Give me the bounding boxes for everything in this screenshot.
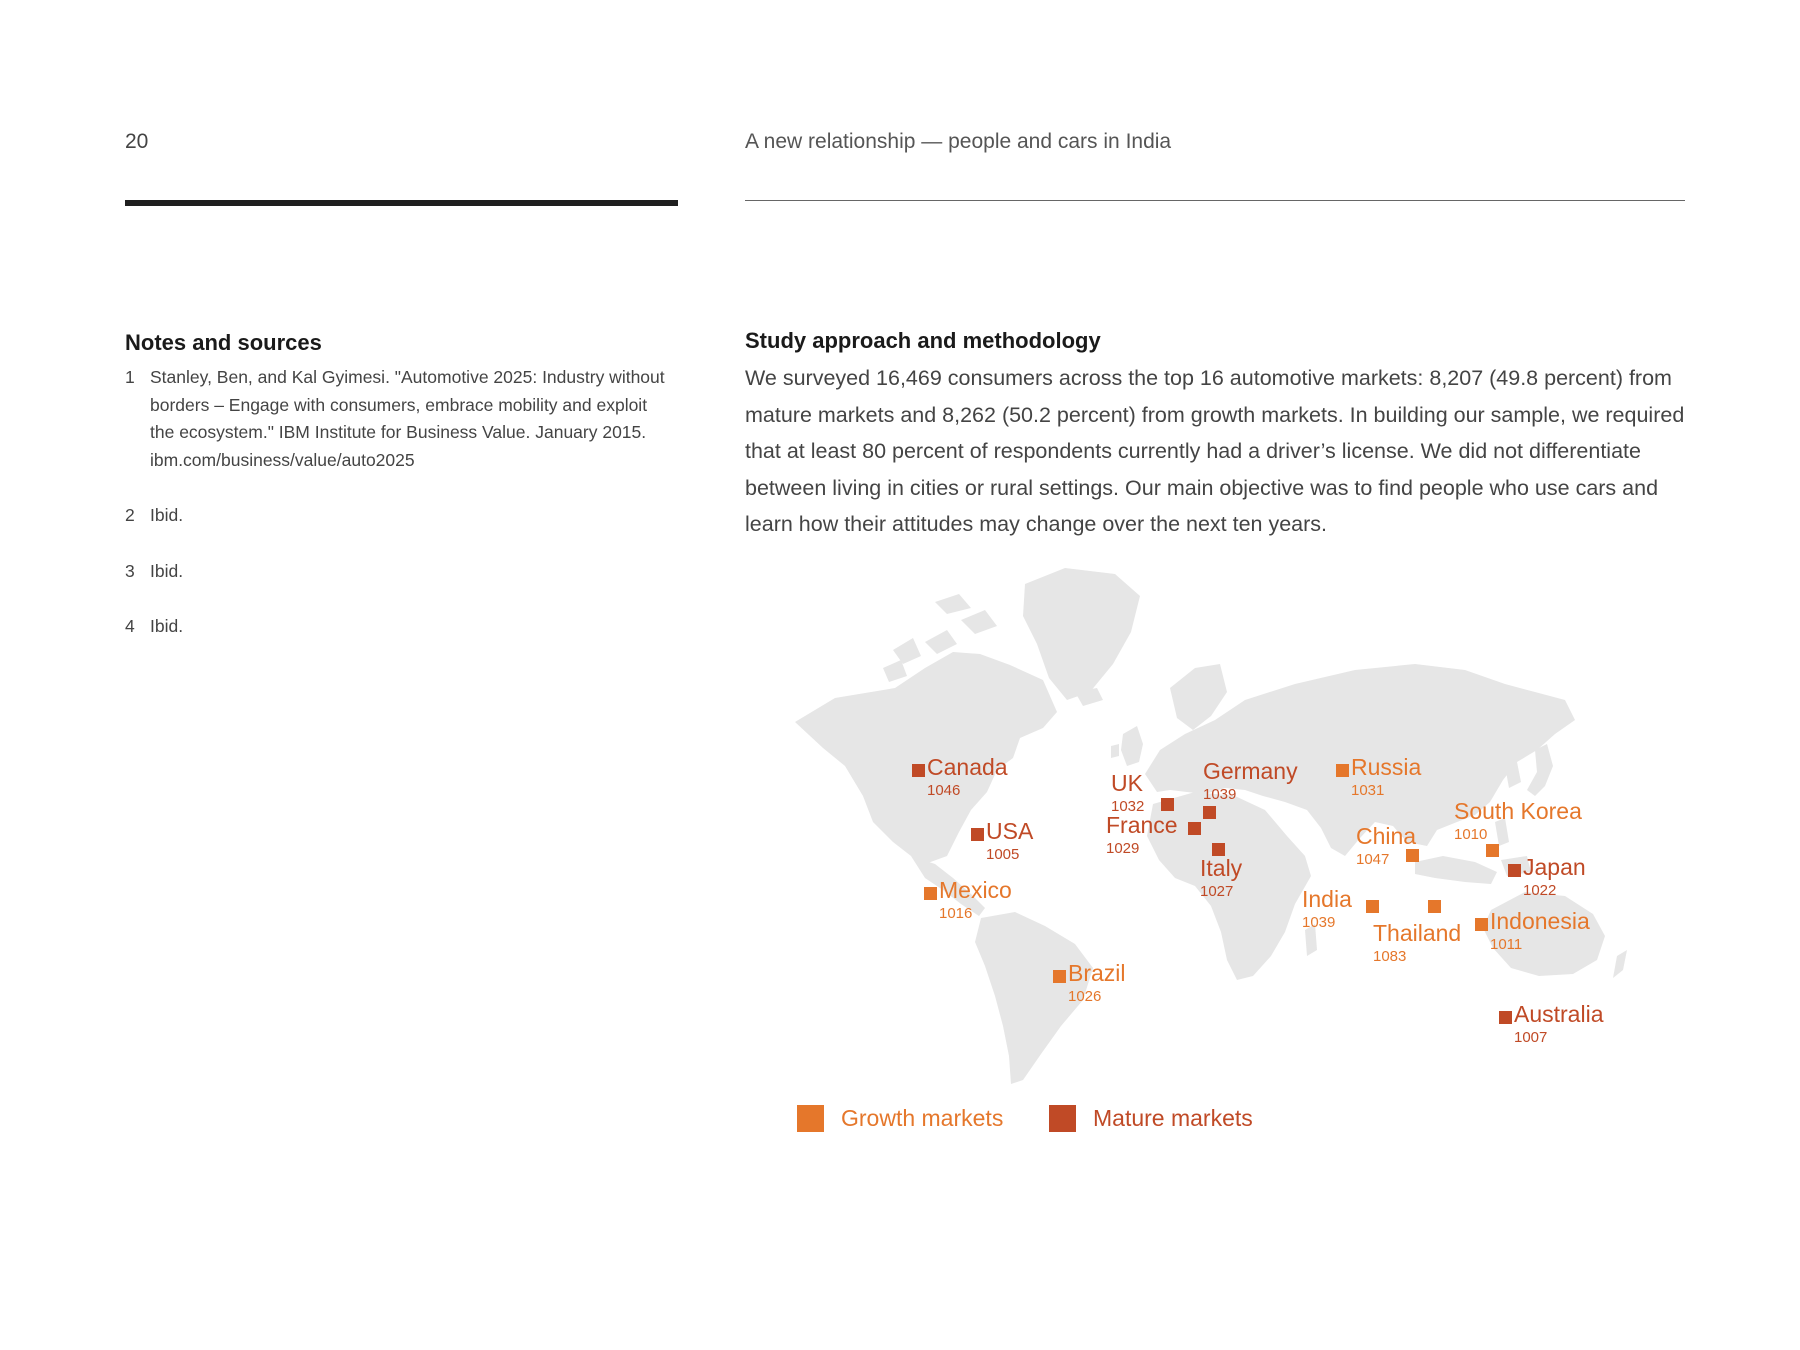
market-count: 1026	[1068, 988, 1102, 1005]
market-count: 1039	[1302, 914, 1336, 931]
market-marker	[1053, 970, 1066, 983]
legend-mature	[1049, 1105, 1253, 1132]
market-name: South Korea	[1454, 798, 1582, 824]
market-marker	[971, 828, 984, 841]
note-item	[125, 502, 665, 530]
market-marker	[1161, 798, 1174, 811]
market-marker	[1486, 844, 1499, 857]
new-zealand-land	[1613, 950, 1627, 978]
market-count: 1007	[1514, 1029, 1548, 1046]
note-item	[125, 558, 665, 586]
market-name: UK	[1111, 770, 1143, 796]
note-text: Ibid.	[150, 560, 184, 581]
market-marker	[1203, 806, 1216, 819]
market-name: China	[1356, 823, 1417, 849]
note-text: Stanley, Ben, and Kal Gyimesi. "Automotive 2025: Industry without borders – Engage with consumers, embrace mobility and exploit the ecosystem." IBM Institute for Business Value. January 2015. ibm.com/business/value/auto2025	[150, 367, 665, 470]
running-title: A new relationship — people and cars in India	[745, 130, 1172, 153]
market-name: Japan	[1523, 854, 1586, 880]
note-number: 2	[125, 505, 135, 525]
market-count: 1046	[927, 782, 961, 799]
market-count: 1083	[1373, 948, 1407, 965]
growth-legend-label: Growth markets	[841, 1105, 1004, 1131]
header-rule-left	[125, 200, 678, 206]
note-text: Ibid.	[150, 616, 184, 636]
notes-heading: Notes and sources	[125, 330, 322, 355]
market-marker	[1475, 918, 1488, 931]
market-count: 1047	[1356, 851, 1390, 868]
market-marker	[924, 887, 937, 900]
market-count: 1031	[1351, 782, 1385, 799]
market-name: USA	[986, 818, 1034, 844]
market-marker	[1428, 900, 1441, 913]
market-count: 1027	[1200, 883, 1234, 900]
market-name: Indonesia	[1490, 908, 1590, 934]
market-count: 1029	[1106, 840, 1140, 857]
study-body: We surveyed 16,469 consumers across the top 16 automotive markets: 8,207 (49.8 percent) from mature markets and 8,262 (50.2 percent) from growth markets. In building our sample, we required that at least 80 percent of respondents currently had a driver’s license. We did not differentiate between living in cities or rural settings. Our main objective was to find people who use cars and learn how their attitudes may change over the next ten years.	[745, 366, 1685, 536]
market-marker	[912, 764, 925, 777]
mature-swatch	[1049, 1105, 1076, 1132]
market-count: 1011	[1490, 936, 1523, 953]
market-marker	[1499, 1011, 1512, 1024]
market-name: Australia	[1514, 1001, 1604, 1027]
market-marker	[1188, 822, 1201, 835]
land-shapes	[795, 568, 1627, 1084]
note-text: Ibid.	[150, 505, 184, 525]
market-count: 1016	[939, 905, 973, 922]
market-name: Canada	[927, 754, 1008, 780]
study-section	[745, 328, 1690, 543]
note-number: 4	[125, 616, 135, 636]
market-name: Russia	[1351, 754, 1422, 780]
market-name: Brazil	[1068, 960, 1126, 986]
market-name: Germany	[1203, 758, 1298, 784]
market-marker	[1406, 849, 1419, 862]
market-name: France	[1106, 812, 1178, 838]
korea-land	[1505, 762, 1521, 788]
market-marker	[1508, 864, 1521, 877]
study-heading: Study approach and methodology	[745, 328, 1101, 353]
growth-swatch	[797, 1105, 824, 1132]
mature-legend-label: Mature markets	[1093, 1105, 1253, 1131]
market-count: 1022	[1523, 882, 1557, 899]
note-number: 3	[125, 560, 135, 581]
market-marker	[1366, 900, 1379, 913]
note-number: 1	[125, 367, 135, 387]
market-count: 1039	[1203, 786, 1237, 803]
market-count: 1005	[986, 846, 1020, 863]
market-marker	[1336, 764, 1349, 777]
world-map	[775, 560, 1655, 1100]
note-item	[125, 613, 665, 641]
market-name: Mexico	[939, 877, 1012, 903]
page-number: 20	[125, 130, 149, 153]
market-name: India	[1302, 886, 1352, 912]
market-name: Italy	[1200, 855, 1243, 881]
market-name: Thailand	[1373, 920, 1462, 946]
header-rule-right	[745, 200, 1685, 201]
note-item	[125, 364, 665, 474]
notes-section	[125, 330, 665, 669]
market-count: 1010	[1454, 826, 1488, 843]
market-count: 1032	[1111, 798, 1145, 815]
legend-growth	[797, 1105, 1003, 1132]
uk-land	[1111, 726, 1143, 766]
